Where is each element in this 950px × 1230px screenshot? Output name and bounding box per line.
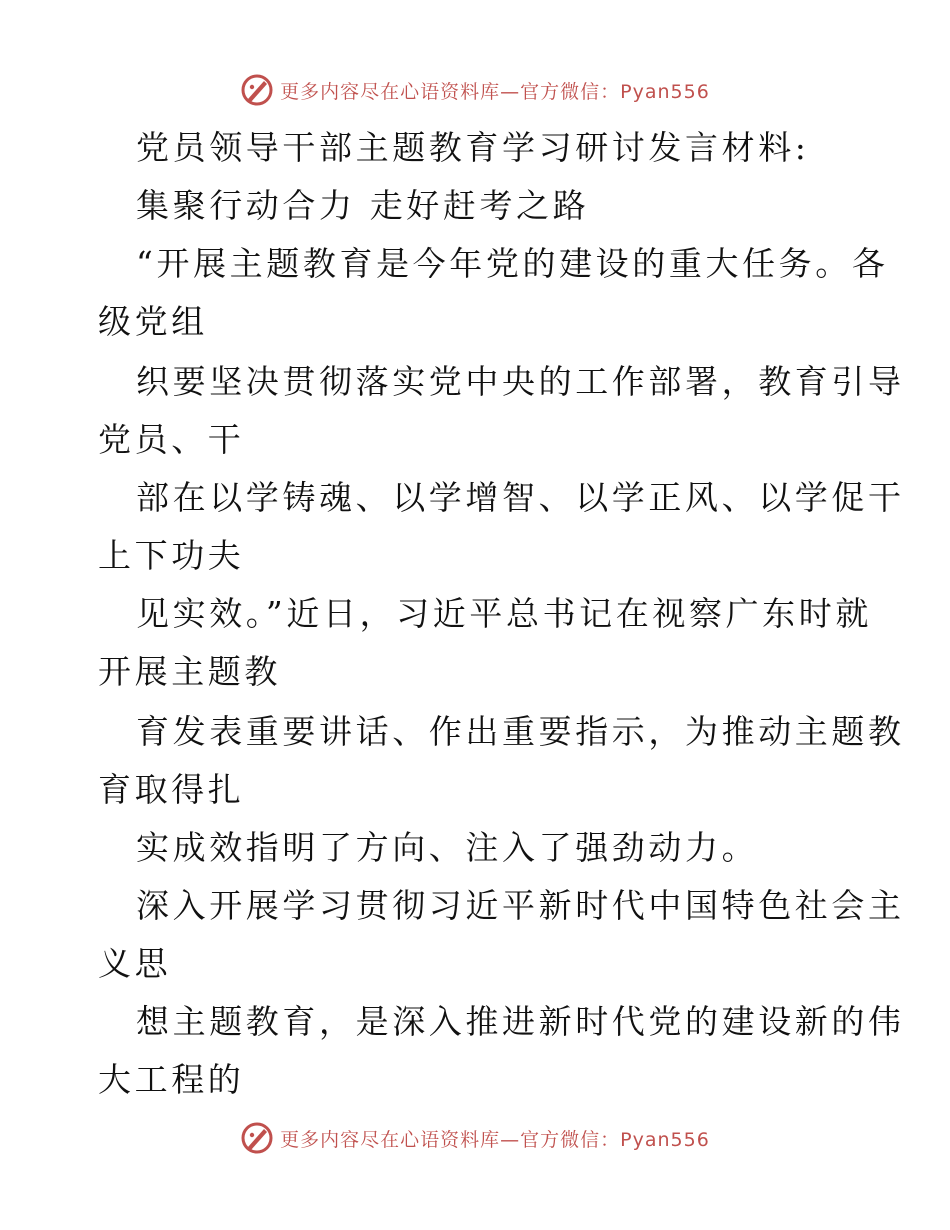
text-line: 义思 (98, 944, 172, 983)
text-line: 实成效指明了方向、注入了强劲动力。 (136, 828, 759, 867)
text-line: 想主题教育，是深入推进新时代党的建设新的伟 (136, 1002, 905, 1041)
pen-logo-icon (240, 73, 274, 107)
text-line: 部在以学铸魂、以学增智、以学正风、以学促干 (136, 478, 905, 517)
text-line: 党员、干 (98, 420, 245, 459)
text-line: 育发表重要讲话、作出重要指示，为推动主题教 (136, 712, 905, 751)
text-line: 级党组 (98, 302, 208, 341)
text-line: 上下功夫 (98, 536, 245, 575)
text-line: “开展主题教育是今年党的建设的重大任务。各 (136, 244, 889, 283)
header-watermark-text: 更多内容尽在心语资料库—官方微信：Pyan556 (280, 80, 710, 103)
text-line: 深入开展学习贯彻习近平新时代中国特色社会主 (136, 886, 905, 925)
text-line: 育取得扎 (98, 770, 245, 809)
pen-logo-icon (240, 1121, 274, 1155)
header-watermark (0, 70, 950, 110)
doc-title: 党员领导干部主题教育学习研讨发言材料: (136, 128, 810, 167)
text-line: 织要坚决贯彻落实党中央的工作部署，教育引导 (136, 362, 905, 401)
doc-subtitle: 集聚行动合力 走好赶考之路 (136, 186, 590, 225)
text-line: 见实效。”近日，习近平总书记在视察广东时就 (136, 594, 872, 633)
text-line: 大工程的 (98, 1060, 245, 1099)
footer-watermark-text: 更多内容尽在心语资料库—官方微信：Pyan556 (280, 1128, 710, 1151)
footer-watermark (0, 1118, 950, 1158)
text-line: 开展主题教 (98, 652, 281, 691)
